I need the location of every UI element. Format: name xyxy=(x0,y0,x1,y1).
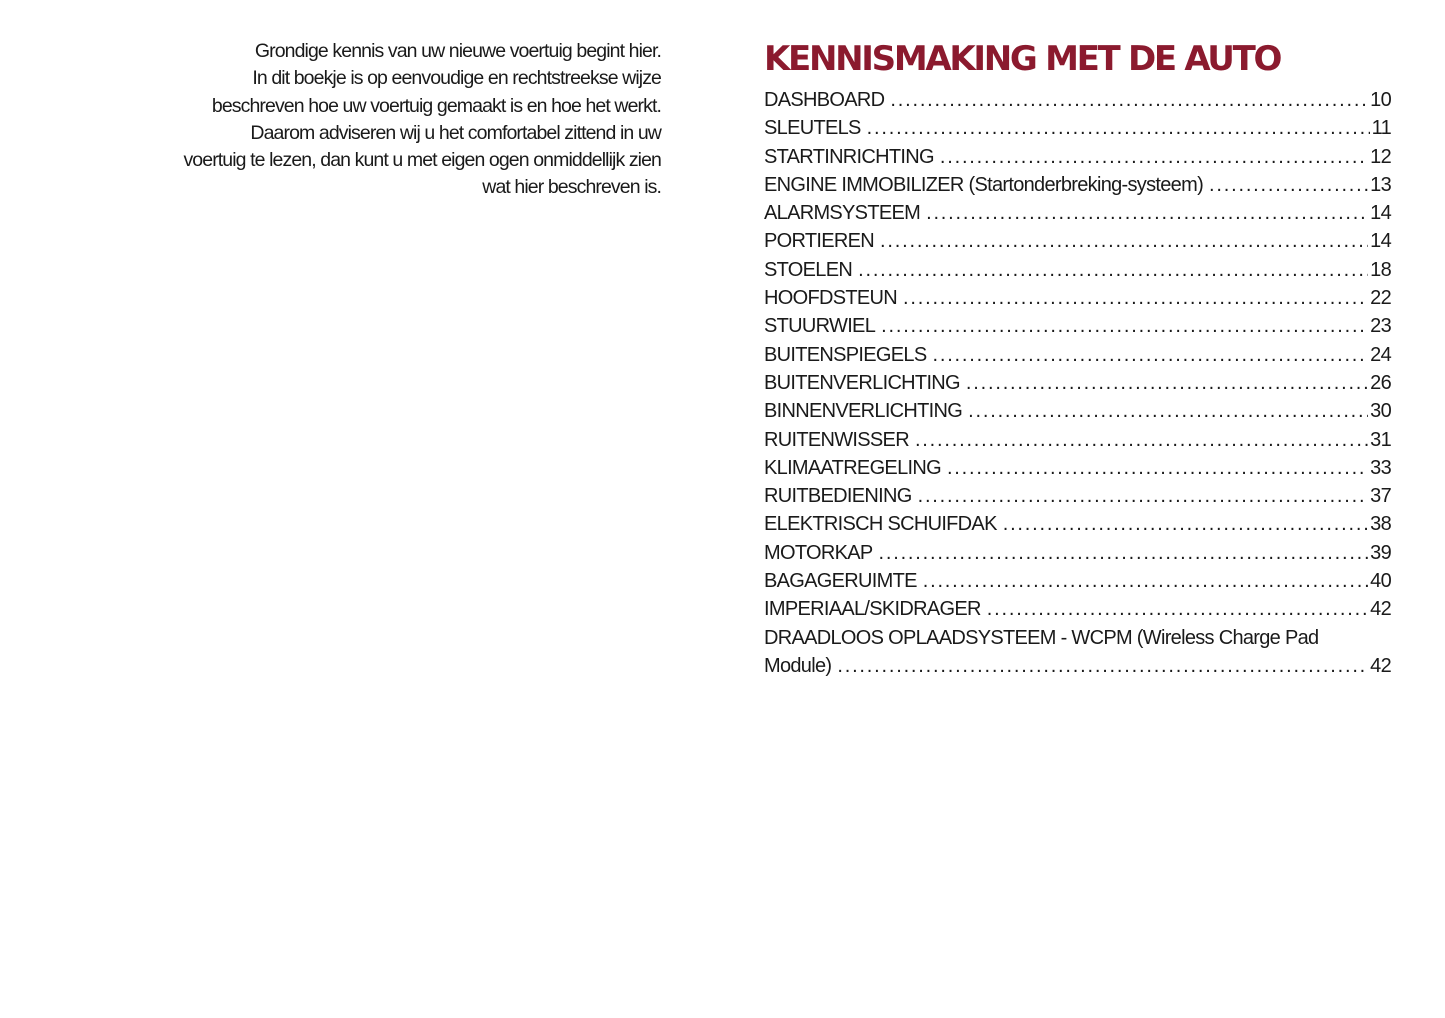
toc-entry-elektrisch-schuifdak[interactable] xyxy=(764,510,1391,538)
dot-leader xyxy=(968,397,1368,425)
intro-line: Grondige kennis van uw nieuwe voertuig begint hier. xyxy=(254,40,661,62)
toc-entry-label: SLEUTELS xyxy=(764,117,861,140)
toc-entry-label: DASHBOARD xyxy=(764,89,885,111)
toc-entry-page: 40 xyxy=(1370,570,1391,593)
toc-entry-label: DRAADLOOS OPLAADSYSTEEM - WCPM (Wireless Charge Pad xyxy=(764,626,1319,649)
dot-leader xyxy=(915,426,1368,454)
intro-line: In dit boekje is op eenvoudige en rechtstreekse wijze xyxy=(252,67,661,90)
dot-leader xyxy=(940,143,1368,171)
toc-entry-page: 14 xyxy=(1370,230,1391,253)
toc-entry-label: ALARMSYSTEEM xyxy=(764,202,921,225)
toc-entry-klimaatregeling[interactable] xyxy=(764,454,1391,482)
toc-entry-page: 18 xyxy=(1370,258,1391,281)
toc-entry-stuurwiel[interactable] xyxy=(764,312,1391,340)
table-of-contents xyxy=(764,38,1391,680)
dot-leader xyxy=(987,595,1368,623)
toc-entry-label: BUITENSPIEGELS xyxy=(764,343,927,366)
toc-entry-label: ENGINE IMMOBILIZER (Startonderbreking-systeem) xyxy=(764,173,1204,196)
dot-leader xyxy=(966,369,1368,397)
toc-entry-label: BUITENVERLICHTING xyxy=(764,371,960,394)
dot-leader xyxy=(890,86,1368,114)
dot-leader xyxy=(926,199,1368,227)
toc-list xyxy=(764,86,1391,680)
toc-entry-label: HOOFDSTEUN xyxy=(764,287,898,310)
toc-entry-alarmsysteem[interactable] xyxy=(764,199,1391,227)
dot-leader xyxy=(932,341,1368,369)
toc-entry-page: 13 xyxy=(1370,173,1391,196)
toc-entry-binnenverlichting[interactable] xyxy=(764,397,1391,425)
toc-entry-label: PORTIEREN xyxy=(764,230,875,253)
toc-entry-page: 39 xyxy=(1370,541,1391,564)
toc-entry-label: STOELEN xyxy=(764,258,853,281)
toc-entry-page: 11 xyxy=(1371,117,1391,140)
dot-leader xyxy=(918,482,1369,510)
toc-entry-buitenverlichting[interactable] xyxy=(764,369,1391,397)
intro-line: beschreven hoe uw voertuig gemaakt is en hoe het werkt. xyxy=(211,94,661,117)
dot-leader xyxy=(867,114,1370,142)
toc-entry-bagageruimte[interactable] xyxy=(764,567,1391,595)
toc-entry-page: 37 xyxy=(1370,485,1391,508)
dot-leader xyxy=(879,539,1369,567)
dot-leader xyxy=(880,227,1368,255)
toc-entry-label: STUURWIEL xyxy=(764,315,876,338)
toc-entry-ruitbediening[interactable] xyxy=(764,482,1391,510)
toc-entry-label-continued: Module) xyxy=(764,654,832,677)
dot-leader xyxy=(1003,510,1368,538)
dot-leader xyxy=(837,652,1368,680)
toc-entry-imperiaal-skidrager[interactable] xyxy=(764,595,1391,623)
section-title: KENNISMAKING MET DE AUTO xyxy=(764,39,1281,79)
toc-entry-hoofdsteun[interactable] xyxy=(764,284,1391,312)
intro-line: Daarom adviseren wij u het comfortabel zittend in uw xyxy=(250,121,661,144)
toc-entry-startinrichting[interactable] xyxy=(764,143,1391,171)
toc-entry-page: 38 xyxy=(1370,513,1391,536)
toc-entry-page: 12 xyxy=(1370,145,1391,168)
toc-entry-page: 31 xyxy=(1370,428,1391,451)
toc-entry-dashboard[interactable] xyxy=(764,86,1391,114)
toc-entry-portieren[interactable] xyxy=(764,227,1391,255)
toc-entry-label: KLIMAATREGELING xyxy=(764,456,941,479)
dot-leader xyxy=(881,312,1368,340)
toc-entry-label: MOTORKAP xyxy=(764,541,873,564)
toc-entry-engine-immobilizer[interactable] xyxy=(764,171,1391,199)
intro-line: voertuig te lezen, dan kunt u met eigen ogen onmiddellijk zien xyxy=(183,149,661,172)
toc-entry-label: BAGAGERUIMTE xyxy=(764,570,917,593)
toc-entry-ruitenwisser[interactable] xyxy=(764,426,1391,454)
toc-entry-label: RUITENWISSER xyxy=(764,428,909,451)
dot-leader xyxy=(858,256,1368,284)
toc-entry-label: BINNENVERLICHTING xyxy=(764,400,963,423)
toc-entry-page: 22 xyxy=(1370,287,1391,310)
toc-entry-page: 26 xyxy=(1370,371,1391,394)
toc-entry-page: 42 xyxy=(1370,598,1391,621)
toc-entry-label: STARTINRICHTING xyxy=(764,145,934,168)
dot-leader xyxy=(903,284,1368,312)
toc-entry-page: 33 xyxy=(1370,456,1391,479)
toc-entry-page: 14 xyxy=(1370,202,1391,225)
toc-entry-label: ELEKTRISCH SCHUIFDAK xyxy=(764,513,997,536)
toc-entry-buitenspiegels[interactable] xyxy=(764,341,1391,369)
toc-entry-page: 23 xyxy=(1370,315,1391,338)
toc-entry-page: 42 xyxy=(1370,654,1391,677)
dot-leader xyxy=(947,454,1368,482)
intro-line: wat hier beschreven is. xyxy=(482,176,661,199)
dot-leader xyxy=(1209,171,1368,199)
toc-entry-label: RUITBEDIENING xyxy=(764,485,912,508)
dot-leader xyxy=(923,567,1368,595)
toc-entry-motorkap[interactable] xyxy=(764,539,1391,567)
toc-entry-draadloos-oplaadsysteem[interactable] xyxy=(764,624,1391,681)
toc-entry-label: IMPERIAAL/SKIDRAGER xyxy=(764,598,981,621)
toc-entry-page: 30 xyxy=(1370,400,1391,423)
toc-entry-page: 10 xyxy=(1370,89,1391,111)
toc-entry-sleutels[interactable] xyxy=(764,114,1391,142)
toc-entry-page: 24 xyxy=(1370,343,1391,366)
toc-entry-stoelen[interactable] xyxy=(764,256,1391,284)
intro-text xyxy=(96,38,661,202)
